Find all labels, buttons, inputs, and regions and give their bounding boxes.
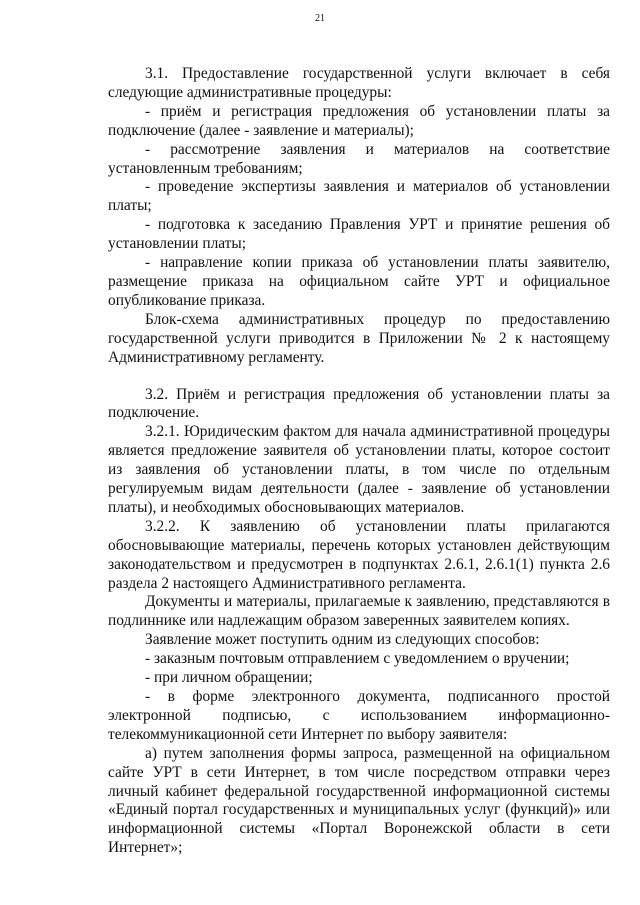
paragraph-3-2-1: 3.2.1. Юридическим фактом для начала административной процедуры является предложение заявителя об установлении платы, которое состоит из заявления об установлении платы, в том числе по отдельным регулируемым видам деятельности (далее - заявление об установлении платы), и необходимых обосновывающих материалов. <box>108 423 610 516</box>
paragraph-submission-methods: Заявление может поступить одним из следующих способов: <box>145 631 540 649</box>
list-item-web-form: а) путем заполнения формы запроса, размещенной на официальном сайте УРТ в сети Интернет, в том числе посредством отправки через личный кабинет федеральной государственной информационной системы «Единый портал государственных и муниципальных услуг (функций)» или информационной системы «Портал Воронежской области в сети Интернет»; <box>108 744 610 857</box>
document-body <box>108 65 610 858</box>
list-item-registered-mail: - заказным почтовым отправлением с уведомлением о вручении; <box>145 650 570 668</box>
paragraph-documents: Документы и материалы, прилагаемые к заявлению, представляются в подлиннике или надлежащим образом заверенных заявителем копиях. <box>108 593 610 630</box>
list-item-in-person: - при личном обращении; <box>145 669 313 687</box>
list-item-board-meeting: - подготовка к заседанию Правления УРТ и принятие решения об установлении платы; <box>108 216 610 253</box>
list-item-order-publication: - направление копии приказа об установлении платы заявителю, размещение приказа на официальном сайте УРТ и официальное опубликование приказа. <box>108 254 610 309</box>
paragraph-flowchart-reference: Блок-схема административных процедур по предоставлению государственной услуги приводится в Приложении № 2 к настоящему Административному регламенту. <box>108 310 610 366</box>
section-gap <box>108 368 610 386</box>
paragraph-3-1: 3.1. Предоставление государственной услуги включает в себя следующие административные процедуры: <box>108 65 610 101</box>
paragraph-3-2: 3.2. Приём и регистрация предложения об установлении платы за подключение. <box>108 385 610 422</box>
list-item-expertise: - проведение экспертизы заявления и материалов об установлении платы; <box>108 178 610 215</box>
list-item-electronic: - в форме электронного документа, подписанного простой электронной подписью, с использованием информационно-телекоммуникационной сети Интернет по выбору заявителя: <box>108 688 610 743</box>
page-number: 21 <box>315 13 325 24</box>
list-item-review: - рассмотрение заявления и материалов на соответствие установленным требованиям; <box>108 140 610 177</box>
paragraph-3-2-2: 3.2.2. К заявлению об установлении платы прилагаются обосновывающие материалы, перечень которых установлен действующим законодательством и предусмотрен в подпунктах 2.6.1, 2.6.1(1) пункта 2.6 раздела 2 настоящего Административного регламента. <box>108 517 610 592</box>
list-item-reception: - приём и регистрация предложения об установлении платы за подключение (далее - заявление и материалы); <box>108 102 610 139</box>
